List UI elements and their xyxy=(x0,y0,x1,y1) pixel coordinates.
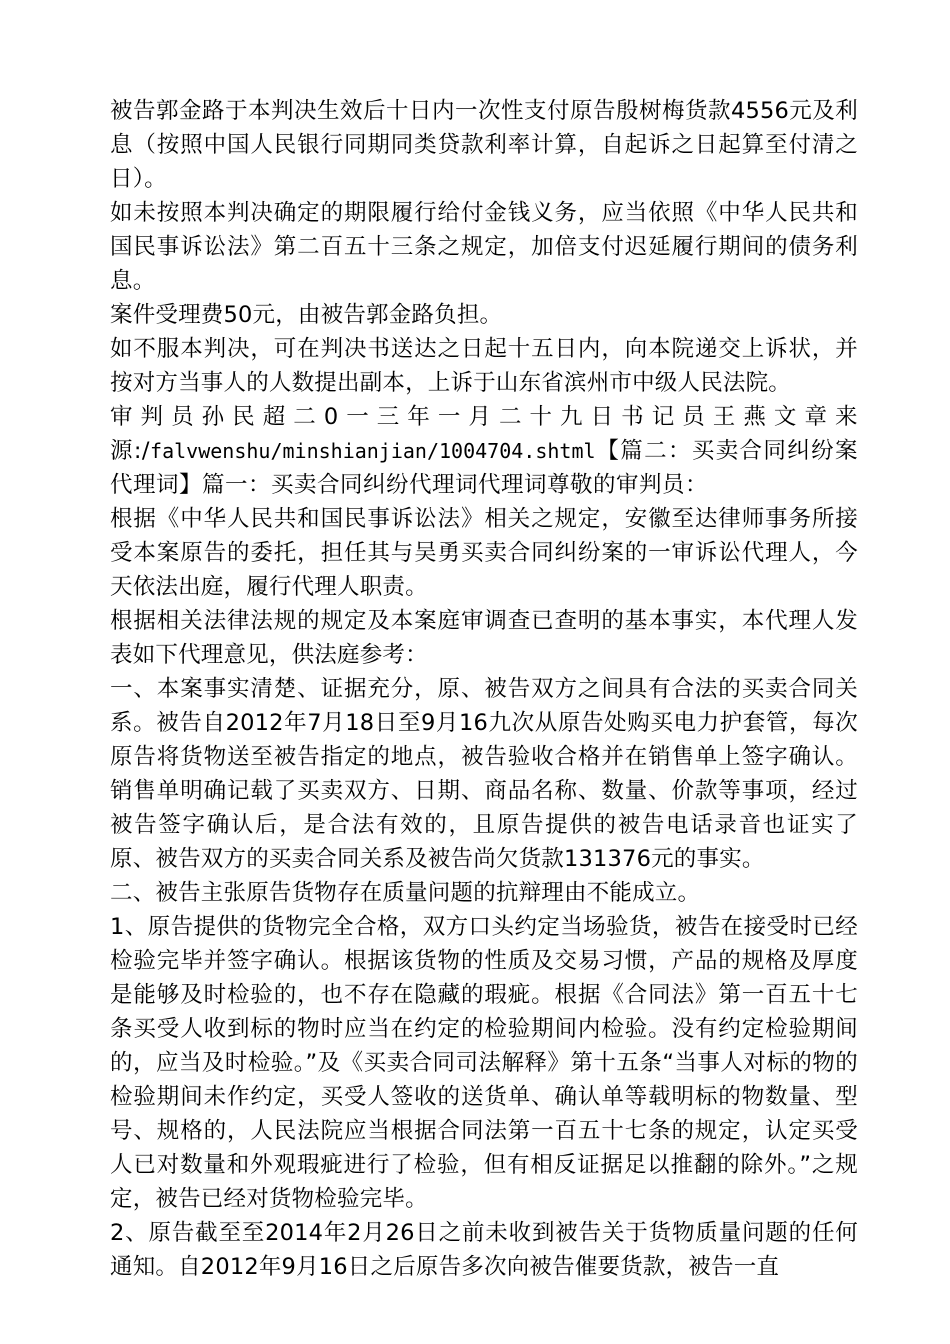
appeal-notice-paragraph: 如不服本判决，可在判决书送达之日起十五日内，向本院递交上诉状，并按对方当事人的人数提出副本，上诉于山东省滨州市中级人民法院。 xyxy=(110,336,858,396)
agent-introduction-paragraph: 根据《中华人民共和国民事诉讼法》相关之规定，安徽至达律师事务所接受本案原告的委托，担任其与吴勇买卖合同纠纷案的一审诉讼代理人，今天依法出庭，履行代理人职责。 xyxy=(110,506,858,600)
signature-source-paragraph xyxy=(110,400,858,502)
signature-line: 审判员孙民超二0一三年一月二十九日书记员王燕文章来源:/ xyxy=(110,404,858,464)
point-two-item-one-paragraph: 1、原告提供的货物完全合格，双方口头约定当场验货，被告在接受时已经检验完毕并签字确认。根据该货物的性质及交易习惯，产品的规格及厚度是能够及时检验的，也不存在隐藏的瑕疵。根据《合同法》第一百五十七条买受人收到标的物时应当在约定的检验期间内检验。没有约定检验期间的，应当及时检验。”及《买卖合同司法解释》第十五条“当事人对标的物的检验期间未作约定，买受人签收的送货单、确认单等载明标的物数量、型号、规格的，人民法院应当根据合同法第一百五十七条的规定，认定买受人已对数量和外观瑕疵进行了检验，但有相反证据足以推翻的除外。”之规定，被告已经对货物检验完毕。 xyxy=(110,914,858,1212)
point-two-item-two-paragraph: 2、原告截至至2014年2月26日之前未收到被告关于货物质量问题的任何通知。自2012年9月16日之后原告多次向被告催要货款，被告一直 xyxy=(110,1220,858,1280)
judgment-payment-paragraph: 被告郭金路于本判决生效后十日内一次性支付原告殷树梅货款4556元及利息（按照中国人民银行同期同类贷款利率计算，自起诉之日起算至付清之日）。 xyxy=(110,98,858,192)
point-two-heading: 二、被告主张原告货物存在质量问题的抗辩理由不能成立。 xyxy=(110,880,701,906)
point-one-paragraph: 一、本案事实清楚、证据充分，原、被告双方之间具有合法的买卖合同关系。被告自2012年7月18日至9月16九次从原告处购买电力护套管，每次原告将货物送至被告指定的地点，被告验收合格并在销售单上签字确认。销售单明确记载了买卖双方、日期、商品名称、数量、价款等事项，经过被告签字确认后，是合法有效的，且原告提供的被告电话录音也证实了原、被告双方的买卖合同关系及被告尚欠货款131376元的事实。 xyxy=(110,676,858,872)
section-two-heading: 【篇二：买卖合同纠纷案代理词】篇一：买卖合同纠纷代理词代理词尊敬的审判员： xyxy=(110,438,858,498)
opinion-intro-paragraph: 根据相关法律法规的规定及本案庭审调查已查明的基本事实，本代理人发表如下代理意见，供法庭参考： xyxy=(110,608,858,668)
document-body xyxy=(110,94,858,1284)
case-fee-paragraph: 案件受理费50元，由被告郭金路负担。 xyxy=(110,302,503,328)
late-performance-paragraph: 如未按照本判决确定的期限履行给付金钱义务，应当依照《中华人民共和国民事诉讼法》第二百五十三条之规定，加倍支付迟延履行期间的债务利息。 xyxy=(110,200,858,294)
source-url-text: falvwenshu/minshianjian/1004704.shtml xyxy=(150,439,596,463)
